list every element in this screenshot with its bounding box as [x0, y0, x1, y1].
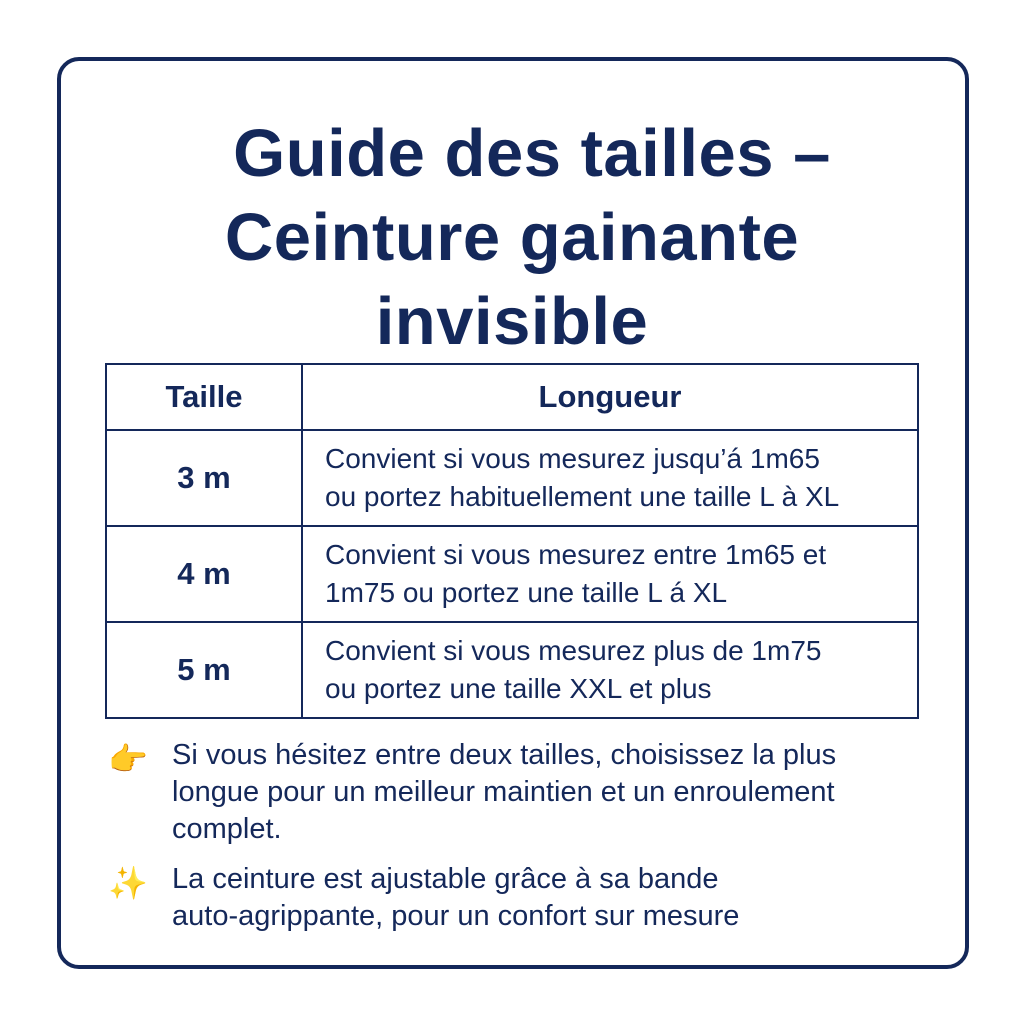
description-cell: [302, 622, 918, 718]
adjustable-line: auto-agrippante, pour un confort sur mesure: [172, 900, 740, 932]
size-cell: 3 m: [106, 430, 302, 526]
tip-line: Si vous hésitez entre deux tailles, choisissez la plus: [172, 739, 837, 771]
tip-line: complet.: [172, 813, 282, 845]
tip-line: longue pour un meilleur maintien et un enroulement: [172, 776, 835, 808]
tip-note: [108, 737, 928, 852]
adjustable-note: [108, 861, 928, 941]
title-line-1: Guide des tailles –: [233, 116, 831, 191]
size-cell: 4 m: [106, 526, 302, 622]
title-line-3: invisible: [375, 284, 649, 359]
description-cell: [302, 526, 918, 622]
description-line: 1m75 ou portez une taille L á XL: [325, 577, 728, 608]
size-table: [105, 363, 919, 719]
adjustable-text: [172, 861, 928, 935]
description-line: ou portez une taille XXL et plus: [325, 673, 712, 704]
description-line: Convient si vous mesurez entre 1m65 et: [325, 539, 827, 570]
header-longueur: Longueur: [302, 364, 918, 430]
header-taille: Taille: [106, 364, 302, 430]
table-row: [106, 622, 918, 718]
description-cell: [302, 430, 918, 526]
table-row: [106, 430, 918, 526]
title-line-2: Ceinture gainante: [224, 200, 800, 275]
tip-text: [172, 737, 928, 848]
page-title: [0, 112, 1024, 364]
size-cell: 5 m: [106, 622, 302, 718]
pointing-hand-icon: 👉: [108, 740, 148, 778]
description-line: Convient si vous mesurez plus de 1m75: [325, 635, 822, 666]
adjustable-line: La ceinture est ajustable grâce à sa bande: [172, 863, 719, 895]
sparkles-icon: ✨: [108, 864, 148, 902]
description-line: Convient si vous mesurez jusqu’á 1m65: [325, 443, 820, 474]
table-header-row: [106, 364, 918, 430]
table-row: [106, 526, 918, 622]
description-line: ou portez habituellement une taille L à XL: [325, 481, 840, 512]
